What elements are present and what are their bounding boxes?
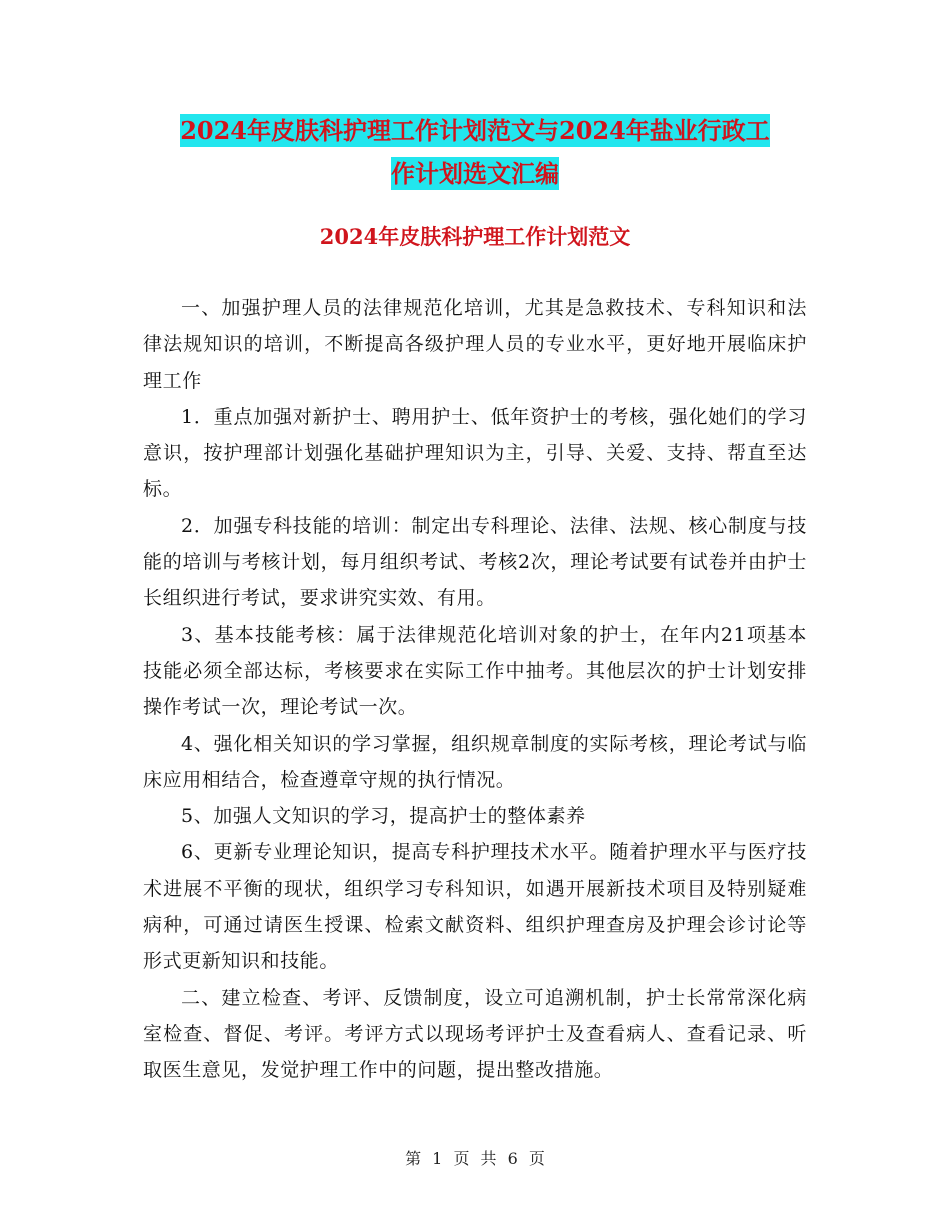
paragraph-4: 3、基本技能考核：属于法律规范化培训对象的护士，在年内21项基本技能必须全部达标，考核要求在实际工作中抽考。其他层次的护士计划安排操作考试一次，理论考试一次。: [143, 623, 807, 719]
document-title-line-2: [140, 153, 810, 195]
section-title: 2024年皮肤科护理工作计划范文: [319, 224, 631, 249]
paragraph-8: 二、建立检查、考评、反馈制度，设立可追溯机制，护士长常常深化病室检查、督促、考评。考评方式以现场考评护士及查看病人、查看记录、听取医生意见，发觉护理工作中的问题，提出整改措施。: [143, 986, 807, 1082]
paragraph-7: 6、更新专业理论知识，提高专科护理技术水平。随着护理水平与医疗技术进展不平衡的现状，组织学习专科知识，如遇开展新技术项目及特别疑难病种，可通过请医生授课、检索文献资料、组织护理查房及护理会诊讨论等形式更新知识和技能。: [143, 841, 807, 973]
title-highlight-2: 作计划选文汇编: [391, 159, 559, 188]
paragraph-6: 5、加强人文知识的学习，提高护士的整体素养: [181, 805, 586, 828]
paragraph-3: 2．加强专科技能的培训：制定出专科理论、法律、法规、核心制度与技能的培训与考核计划，每月组织考试、考核2次，理论考试要有试卷并由护士长组织进行考试，要求讲究实效、有用。: [143, 514, 807, 610]
paragraph-1: 一、加强护理人员的法律规范化培训，尤其是急救技术、专科知识和法律法规知识的培训，不断提高各级护理人员的专业水平，更好地开展临床护理工作: [143, 297, 807, 392]
document-title-line-1: [140, 110, 810, 152]
document-body: [143, 290, 807, 1089]
page-number-footer: 第 1 页 共 6 页: [405, 1149, 545, 1168]
paragraph-2: 1．重点加强对新护士、聘用护士、低年资护士的考核，强化她们的学习意识，按护理部计划强化基础护理知识为主，引导、关爱、支持、帮直至达标。: [143, 405, 807, 501]
paragraph-5: 4、强化相关知识的学习掌握，组织规章制度的实际考核，理论考试与临床应用相结合，检查遵章守规的执行情况。: [143, 732, 807, 791]
title-highlight-1: 2024年皮肤科护理工作计划范文与2024年盐业行政工: [180, 116, 770, 145]
